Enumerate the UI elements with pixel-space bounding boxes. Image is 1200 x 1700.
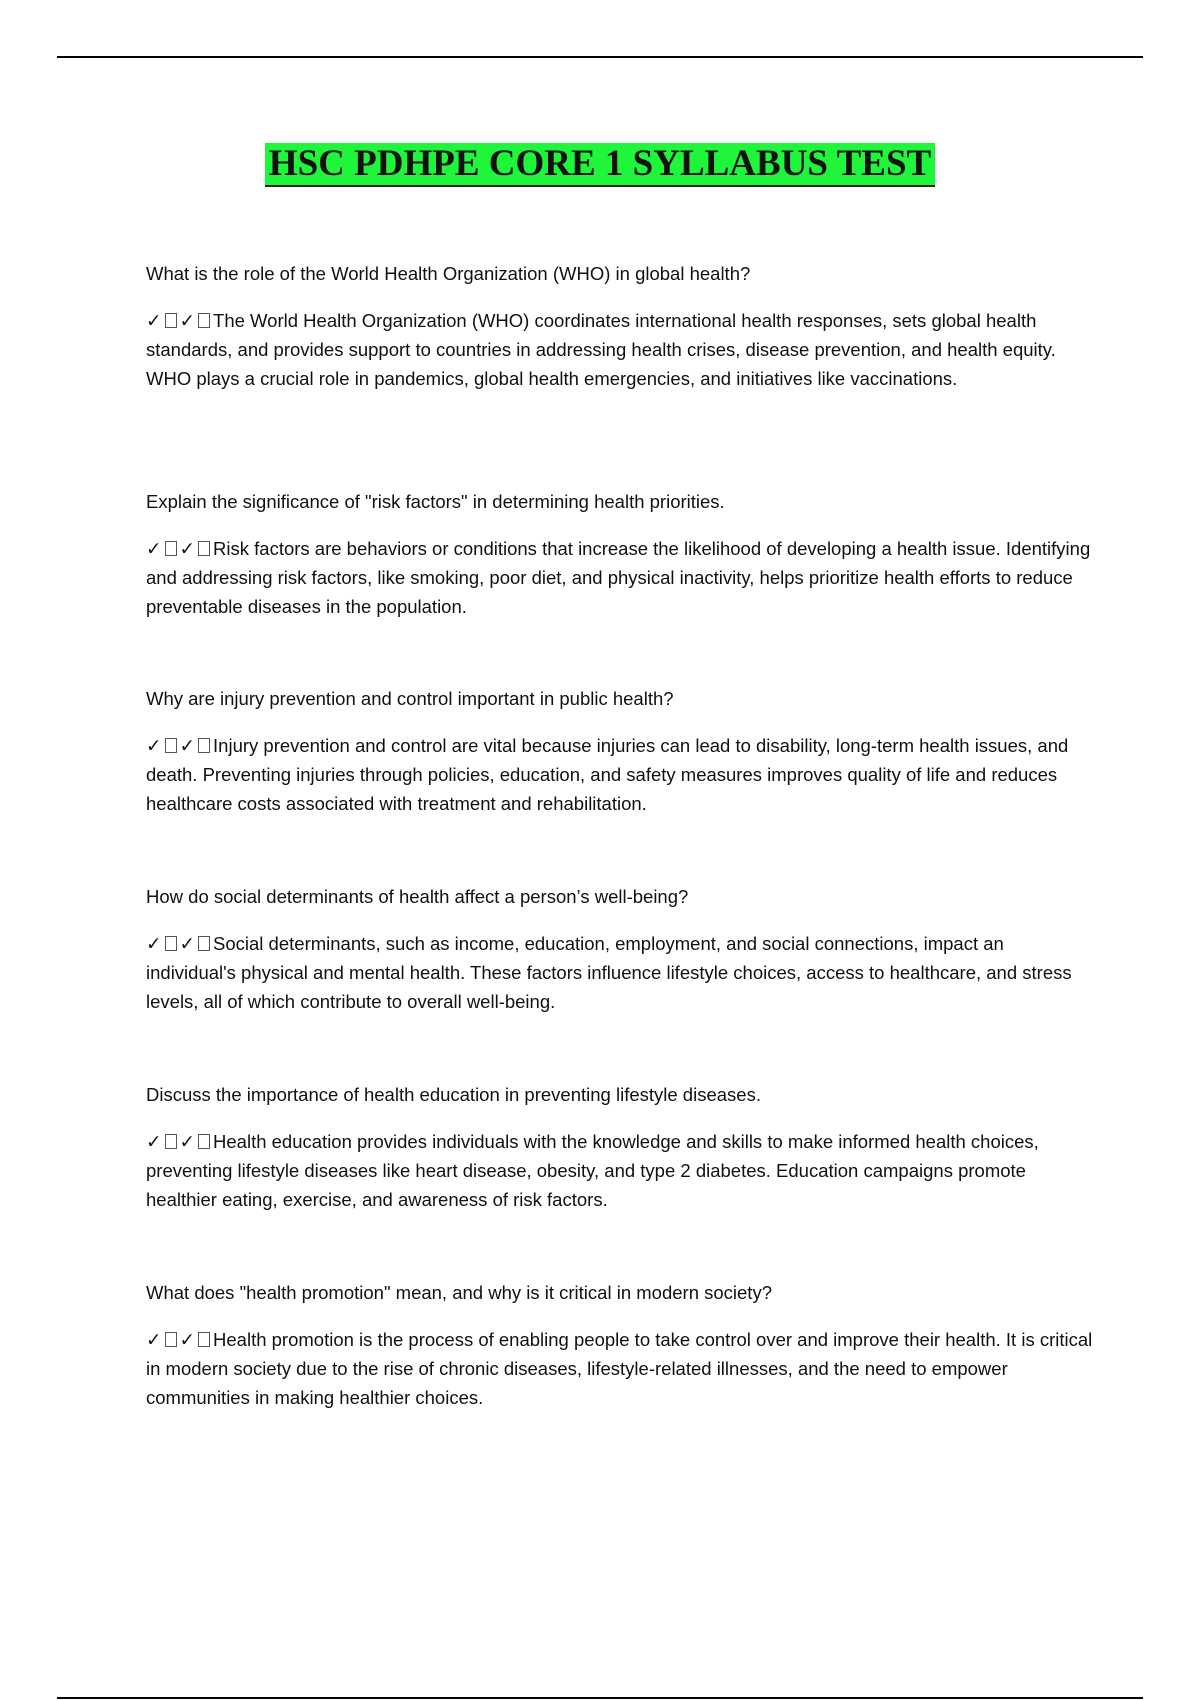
checkbox-icon xyxy=(165,313,177,328)
question-text: Explain the significance of "risk factors" in determining health priorities. xyxy=(146,491,725,512)
checkbox-icon xyxy=(165,936,177,951)
title-block xyxy=(0,143,1200,187)
question-text: Discuss the importance of health education in preventing lifestyle diseases. xyxy=(146,1084,761,1105)
top-rule xyxy=(57,56,1143,58)
question-text: What does "health promotion" mean, and why is it critical in modern society? xyxy=(146,1282,772,1303)
answer-block xyxy=(146,1127,1096,1214)
question-text: Why are injury prevention and control important in public health? xyxy=(146,688,674,709)
page-title: HSC PDHPE CORE 1 SYLLABUS TEST xyxy=(265,143,935,187)
checkbox-icon xyxy=(165,738,177,753)
qa-item-2 xyxy=(146,488,1096,621)
checkbox-icon xyxy=(165,1134,177,1149)
answer-block xyxy=(146,929,1096,1016)
qa-item-5 xyxy=(146,1081,1096,1214)
checkbox-icon xyxy=(198,541,210,556)
checkbox-icon xyxy=(198,936,210,951)
bottom-rule xyxy=(57,1697,1143,1699)
check-mark-icon: ✓ xyxy=(179,735,196,756)
qa-item-6 xyxy=(146,1279,1096,1412)
answer-text: Health promotion is the process of enabling people to take control over and improve their health. It is critical in modern society due to the rise of chronic diseases, lifestyle-related illnesses, and the need to empower communities in making healthier choices. xyxy=(146,1329,1093,1408)
check-mark-icon: ✓ xyxy=(179,933,196,954)
check-mark-icon: ✓ xyxy=(146,1329,162,1350)
answer-block xyxy=(146,534,1096,621)
answer-text: Health education provides individuals with the knowledge and skills to make informed health choices, preventing lifestyle diseases like heart disease, obesity, and type 2 diabetes. Education campaigns promote healthier eating, exercise, and awareness of risk factors. xyxy=(146,1131,1039,1210)
question-text: How do social determinants of health affect a person’s well-being? xyxy=(146,886,689,907)
check-mark-icon: ✓ xyxy=(179,310,196,331)
question-text: What is the role of the World Health Organization (WHO) in global health? xyxy=(146,263,751,284)
check-mark-icon: ✓ xyxy=(146,538,162,559)
check-mark-icon: ✓ xyxy=(146,1131,162,1152)
answer-text: Risk factors are behaviors or conditions that increase the likelihood of developing a health issue. Identifying and addressing risk factors, like smoking, poor diet, and physical inactivity, helps prioritize health efforts to reduce preventable diseases in the population. xyxy=(146,538,1091,617)
checkbox-icon xyxy=(165,541,177,556)
checkbox-icon xyxy=(198,738,210,753)
checkbox-icon xyxy=(198,1332,210,1347)
checkbox-icon xyxy=(165,1332,177,1347)
answer-text: Social determinants, such as income, education, employment, and social connections, impact an individual's physical and mental health. These factors influence lifestyle choices, access to healthcare, and stress levels, all of which contribute to overall well-being. xyxy=(146,933,1072,1012)
answer-text: Injury prevention and control are vital because injuries can lead to disability, long-term health issues, and death. Preventing injuries through policies, education, and safety measures improves quality of life and reduces healthcare costs associated with treatment and rehabilitation. xyxy=(146,735,1069,814)
check-mark-icon: ✓ xyxy=(146,735,162,756)
check-mark-icon: ✓ xyxy=(179,1131,196,1152)
answer-block xyxy=(146,1325,1096,1412)
answer-block xyxy=(146,731,1096,818)
checkbox-icon xyxy=(198,1134,210,1149)
answer-block xyxy=(146,306,1096,393)
check-mark-icon: ✓ xyxy=(179,1329,196,1350)
qa-item-1 xyxy=(146,260,1096,393)
check-mark-icon: ✓ xyxy=(146,933,162,954)
check-mark-icon: ✓ xyxy=(146,310,162,331)
qa-item-4 xyxy=(146,883,1096,1016)
answer-text: The World Health Organization (WHO) coordinates international health responses, sets global health standards, and provides support to countries in addressing health crises, disease prevention, and health equity. WHO plays a crucial role in pandemics, global health emergencies, and initiatives like vaccinations. xyxy=(146,310,1056,389)
check-mark-icon: ✓ xyxy=(179,538,196,559)
qa-item-3 xyxy=(146,685,1096,818)
checkbox-icon xyxy=(198,313,210,328)
